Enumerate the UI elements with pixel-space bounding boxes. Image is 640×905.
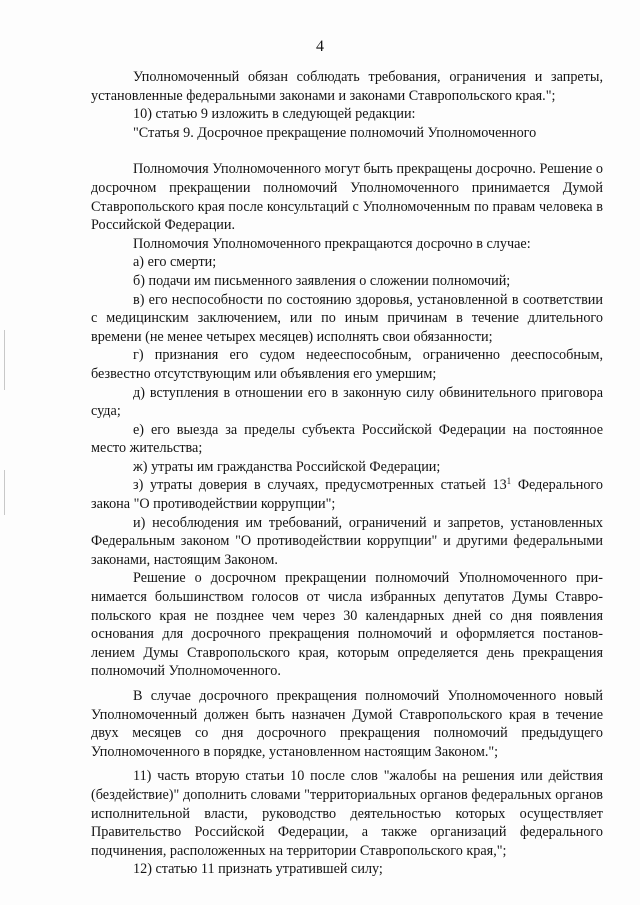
list-item: и) несоблюдения им требований, ограничений и запретов, установленных Федеральным законом "О противодействии коррупции" и другими федеральными законами, настоящим Законом.: [91, 514, 603, 568]
paragraph: Решение о досрочном прекращении полномочий Уполномоченного принимается большинством голосов от числа избранных депутатов Думы Ставропольского края не позднее чем через 30 календарных дней со дня появления основания для досрочного прекращения полномочий и оформляется постановлением Думы Ставропольского края, которым определяется день прекращения полномочий Уполномоченного.: [91, 570, 603, 680]
paragraph: Уполномоченный обязан соблюдать требования, ограничения и запреты, установленные федеральными законами и законами Ставропольского края.";: [91, 69, 603, 104]
list-item: ж) утраты им гражданства Российской Федерации;: [133, 458, 441, 475]
scan-edge-mark: [4, 330, 5, 390]
list-item: в) его неспособности по состоянию здоровья, установленной в соответствии с медицинским заключением, или по иным причинам в течение длительного времени (не менее четырех месяцев) исполнять свои обязанности;: [91, 291, 603, 345]
article-heading: "Статья 9. Досрочное прекращение полномочий Уполномоченного: [133, 124, 537, 141]
document-body: [91, 68, 603, 879]
page-number: 4: [316, 38, 324, 55]
paragraph: Полномочия Уполномоченного прекращаются досрочно в случае:: [133, 235, 531, 252]
paragraph: 10) статью 9 изложить в следующей редакции:: [133, 106, 416, 123]
paragraph: Полномочия Уполномоченного могут быть прекращены досрочно. Решение о досрочном прекращении полномочий Уполномоченного принимается Думой Ставропольского края после консультаций с Уполномоченным по правам человека в Российской Федерации.: [91, 161, 603, 234]
paragraph: 12) статью 11 признать утратившей силу;: [133, 861, 383, 878]
paragraph: В случае досрочного прекращения полномочий Уполномоченного новый Уполномоченный должен быть назначен Думой Ставропольского края в течение двух месяцев со дня досрочного прекращения полномочий предыдущего Уполномоченного в порядке, установленном настоящим Законом.";: [91, 688, 603, 760]
superscript: 1: [506, 476, 512, 487]
list-item: г) признания его судом недееспособным, ограниченно дееспособным, безвестно отсутствующим или объявления его умершим;: [91, 347, 603, 382]
list-item: [91, 476, 603, 513]
list-item-text: Федерального закона "О противодействии коррупции";: [91, 477, 603, 513]
list-item: а) его смерти;: [133, 254, 217, 271]
list-item: б) подачи им письменного заявления о сложении полномочий;: [133, 272, 511, 289]
scan-edge-mark: [4, 470, 5, 515]
list-item: д) вступления в отношении его в законную силу обвинительного приговора суда;: [91, 384, 603, 420]
paragraph: 11) часть вторую статьи 10 после слов "жалобы на решения или действия (бездействие)" дополнить словами "территориальных органов федеральных органов исполнительной власти, руководство деятельностью которых осуществляет Правительство Российской Федерации, а также организаций федерального подчинения, расположенных на территории Ставропольского края,";: [91, 768, 603, 859]
list-item-text: з) утраты доверия в случаях, предусмотренных статьей 13: [133, 477, 507, 494]
list-item: е) его выезда за пределы субъекта Российской Федерации на постоянное место жительства;: [91, 421, 603, 457]
